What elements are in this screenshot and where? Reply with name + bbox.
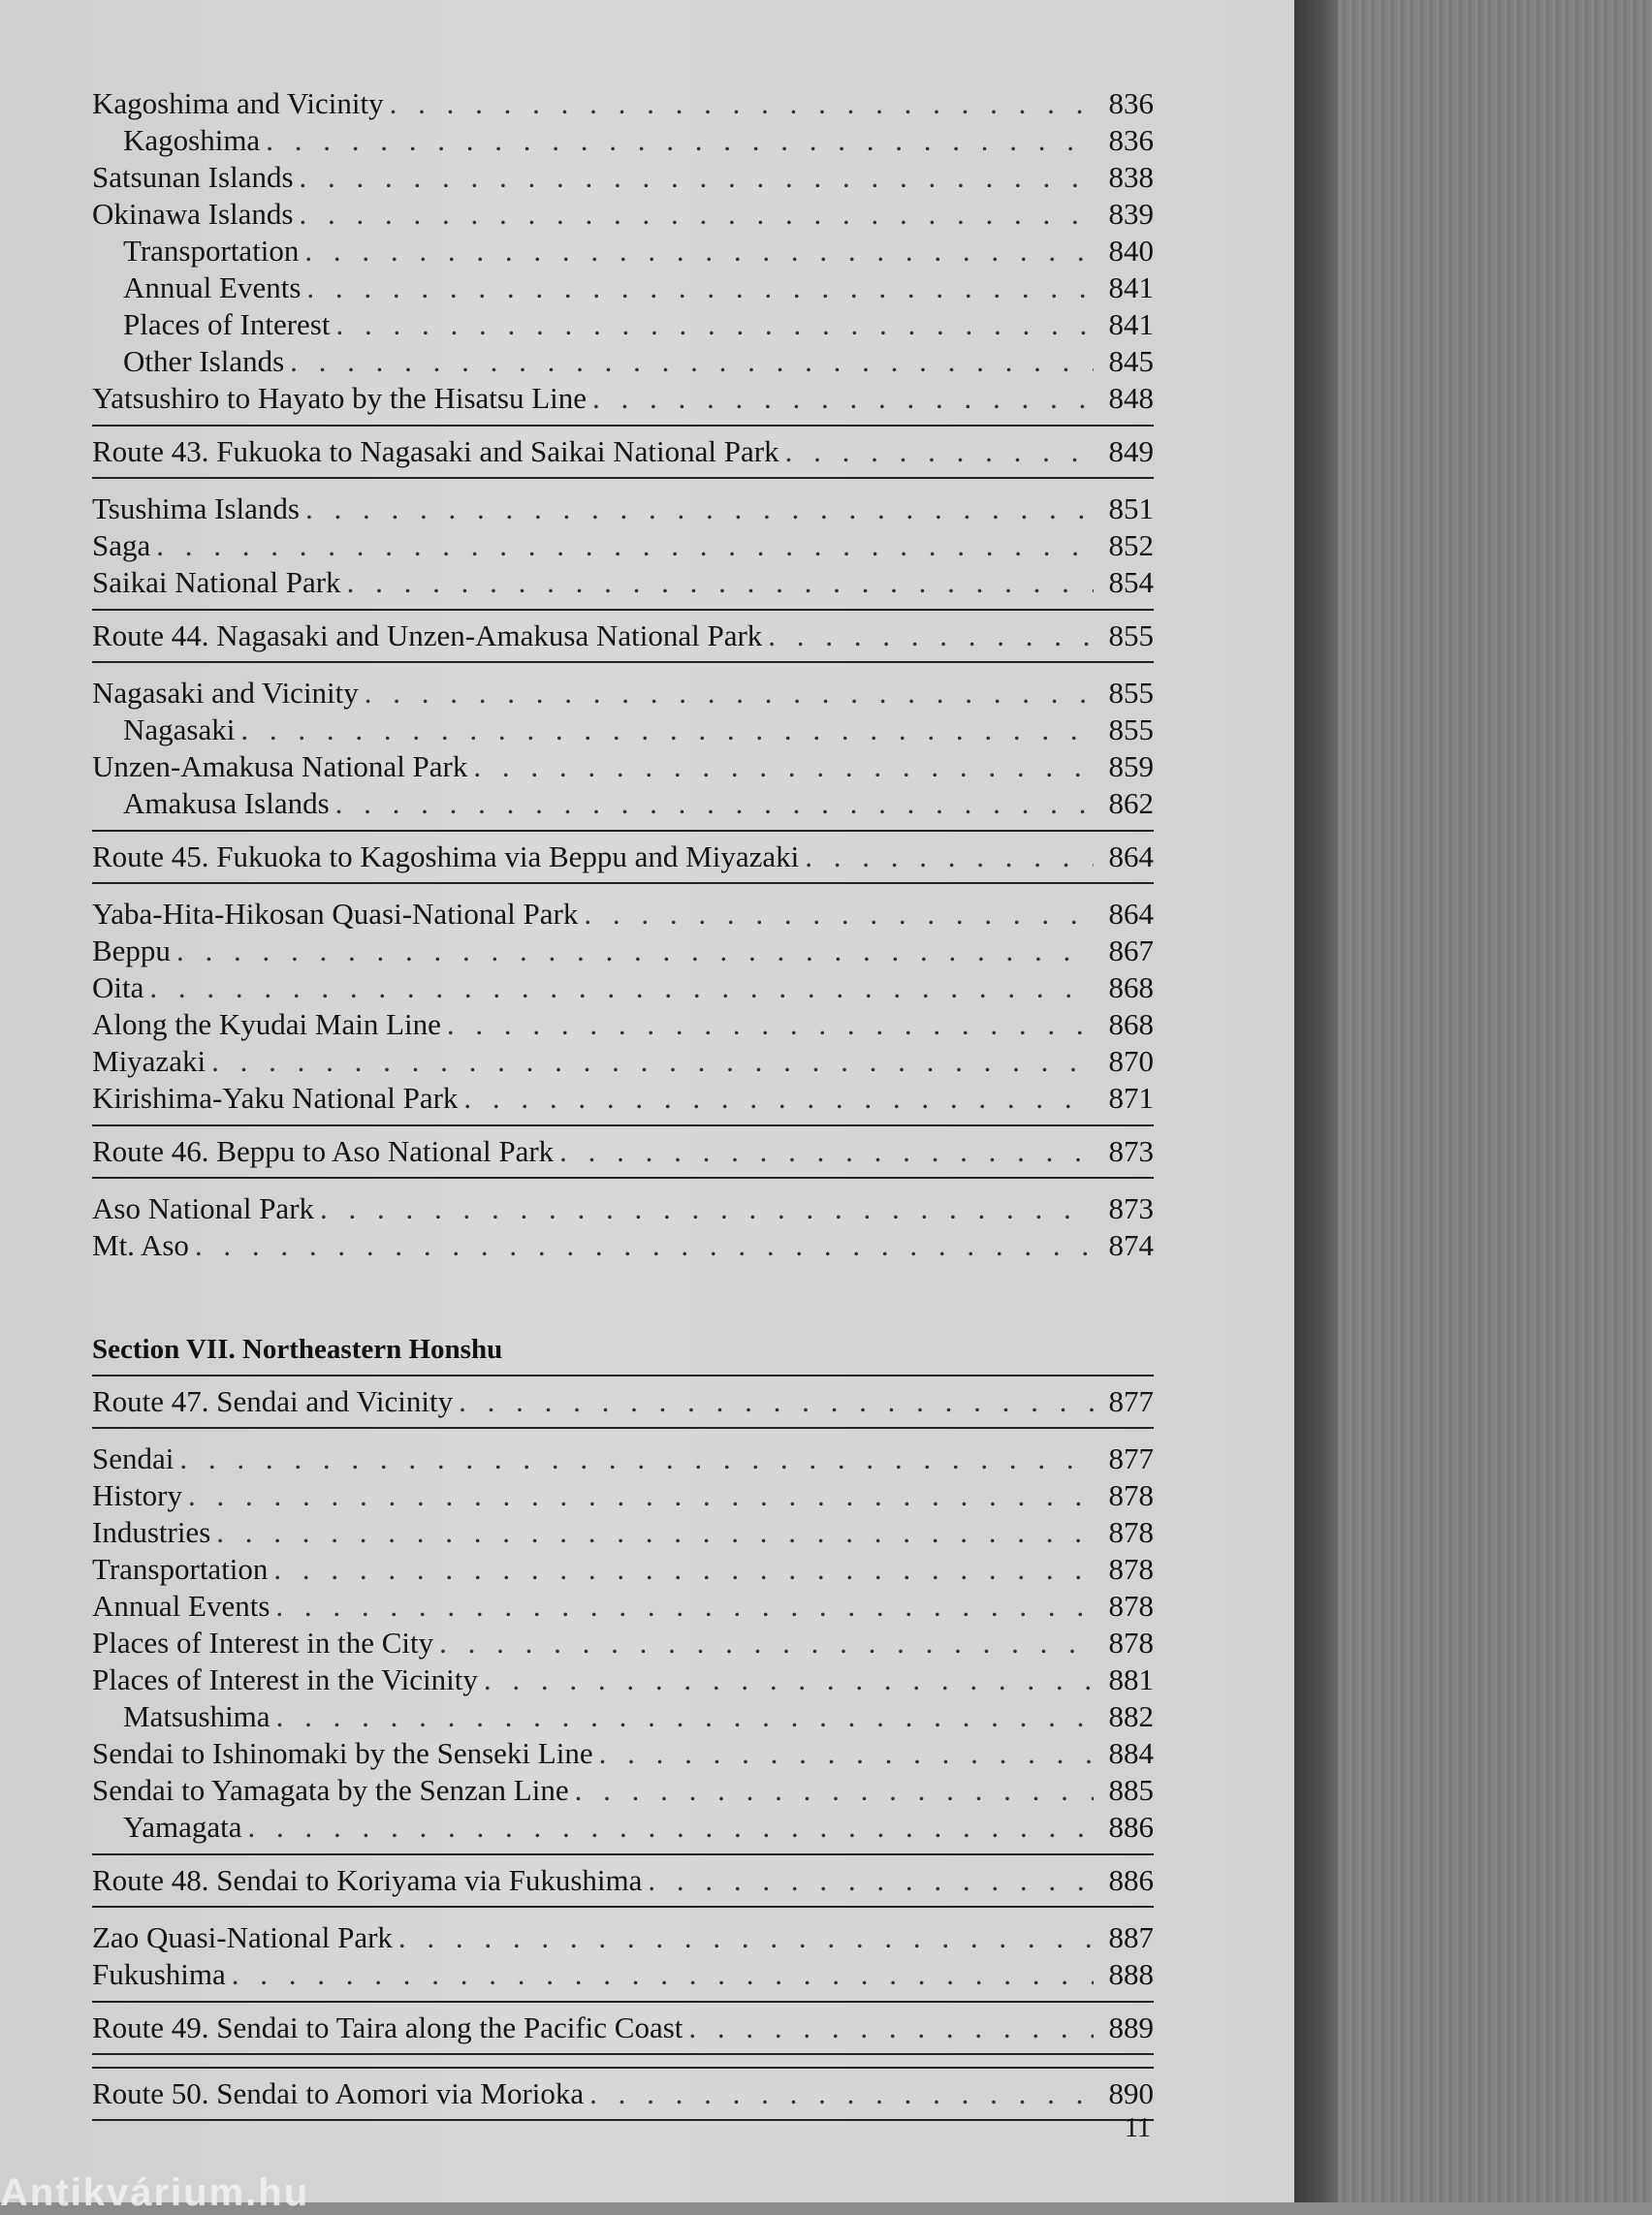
route-heading-50 bbox=[92, 2067, 1154, 2121]
toc-entry bbox=[92, 1477, 1154, 1514]
dot-leader bbox=[648, 1855, 1094, 1906]
route-heading-47 bbox=[92, 1375, 1154, 1429]
entry-title: Satsunan Islands bbox=[92, 160, 294, 194]
entry-page: 848 bbox=[1108, 381, 1154, 415]
entry-title: Saikai National Park bbox=[92, 565, 341, 599]
entry-title: Nagasaki bbox=[123, 712, 236, 746]
toc-entry bbox=[92, 1043, 1154, 1080]
dot-leader bbox=[179, 1440, 1094, 1477]
toc-entry bbox=[92, 85, 1154, 122]
entry-title: Tsushima Islands bbox=[92, 491, 300, 525]
dot-leader bbox=[484, 1661, 1094, 1698]
route-title: Route 47. Sendai and Vicinity bbox=[92, 1384, 454, 1418]
entry-page: 886 bbox=[1108, 1810, 1154, 1844]
dot-leader bbox=[299, 196, 1094, 233]
entry-title: Transportation bbox=[123, 234, 300, 268]
toc-block-6 bbox=[92, 1440, 1154, 1846]
entry-page: 878 bbox=[1108, 1478, 1154, 1512]
route-page: 864 bbox=[1108, 839, 1154, 873]
entry-title: Along the Kyudai Main Line bbox=[92, 1007, 441, 1041]
entry-title: Amakusa Islands bbox=[123, 786, 330, 820]
toc-entry bbox=[92, 1190, 1154, 1227]
entry-title: Sendai bbox=[92, 1441, 175, 1475]
entry-title: Other Islands bbox=[123, 344, 285, 378]
table-of-contents bbox=[92, 85, 1154, 2133]
route-page: 890 bbox=[1108, 2076, 1154, 2110]
dot-leader bbox=[398, 1919, 1094, 1956]
dot-leader bbox=[276, 1698, 1094, 1735]
route-heading-44 bbox=[92, 609, 1154, 663]
route-heading-46 bbox=[92, 1124, 1154, 1179]
entry-title: Okinawa Islands bbox=[92, 197, 294, 231]
toc-entry bbox=[92, 1809, 1154, 1846]
dot-leader bbox=[149, 969, 1094, 1006]
entry-title: Kagoshima bbox=[123, 123, 261, 157]
entry-page: 859 bbox=[1108, 749, 1154, 783]
entry-title: History bbox=[92, 1478, 182, 1512]
entry-page: 878 bbox=[1108, 1589, 1154, 1623]
toc-entry bbox=[92, 122, 1154, 159]
entry-title: Nagasaki and Vicinity bbox=[92, 676, 359, 710]
entry-page: 855 bbox=[1108, 676, 1154, 710]
dot-leader bbox=[335, 306, 1094, 343]
toc-block-5 bbox=[92, 1190, 1154, 1264]
dot-leader bbox=[320, 1190, 1094, 1227]
toc-block-7 bbox=[92, 1919, 1154, 1993]
entry-page: 841 bbox=[1108, 270, 1154, 304]
entry-title: Unzen-Amakusa National Park bbox=[92, 749, 468, 783]
route-title: Route 50. Sendai to Aomori via Morioka bbox=[92, 2076, 585, 2110]
toc-entry bbox=[92, 1588, 1154, 1625]
dot-leader bbox=[768, 611, 1094, 661]
entry-title: Yaba-Hita-Hikosan Quasi-National Park bbox=[92, 897, 579, 931]
entry-page: 878 bbox=[1108, 1626, 1154, 1660]
dot-leader bbox=[347, 564, 1094, 601]
entry-title: Industries bbox=[92, 1515, 211, 1549]
entry-page: 871 bbox=[1108, 1081, 1154, 1115]
entry-title: Fukushima bbox=[92, 1957, 226, 1991]
dot-leader bbox=[305, 490, 1094, 527]
toc-entry bbox=[92, 159, 1154, 196]
toc-block-3 bbox=[92, 675, 1154, 822]
toc-entry bbox=[92, 1919, 1154, 1956]
watermark: Antikvárium.hu bbox=[0, 2171, 310, 2214]
dot-leader bbox=[232, 1956, 1094, 1993]
toc-entry bbox=[92, 1772, 1154, 1809]
entry-page: 836 bbox=[1108, 86, 1154, 120]
entry-title: Mt. Aso bbox=[92, 1228, 189, 1262]
entry-page: 884 bbox=[1108, 1736, 1154, 1770]
entry-title: Places of Interest in the City bbox=[92, 1626, 434, 1660]
entry-title: Yamagata bbox=[123, 1810, 242, 1844]
entry-page: 881 bbox=[1108, 1662, 1154, 1696]
toc-entry bbox=[92, 1514, 1154, 1551]
toc-entry bbox=[92, 1698, 1154, 1735]
dot-leader bbox=[266, 122, 1094, 159]
toc-entry bbox=[92, 1735, 1154, 1772]
entry-page: 870 bbox=[1108, 1044, 1154, 1078]
dot-leader bbox=[390, 85, 1094, 122]
dot-leader bbox=[463, 1080, 1094, 1117]
dot-leader bbox=[300, 159, 1094, 196]
entry-page: 874 bbox=[1108, 1228, 1154, 1262]
entry-page: 882 bbox=[1108, 1699, 1154, 1733]
entry-title: Yatsushiro to Hayato by the Hisatsu Line bbox=[92, 381, 588, 415]
entry-page: 851 bbox=[1108, 491, 1154, 525]
dot-leader bbox=[785, 427, 1094, 477]
entry-title: Kagoshima and Vicinity bbox=[92, 86, 384, 120]
dot-leader bbox=[599, 1735, 1094, 1772]
entry-page: 888 bbox=[1108, 1957, 1154, 1991]
toc-entry bbox=[92, 380, 1154, 417]
entry-page: 855 bbox=[1108, 712, 1154, 746]
entry-page: 852 bbox=[1108, 528, 1154, 562]
toc-entry bbox=[92, 269, 1154, 306]
entry-page: 840 bbox=[1108, 234, 1154, 268]
entry-title: Miyazaki bbox=[92, 1044, 206, 1078]
dot-leader bbox=[589, 2069, 1094, 2119]
dot-leader bbox=[365, 675, 1094, 712]
route-title: Route 49. Sendai to Taira along the Pacific Coast bbox=[92, 2010, 683, 2044]
dot-leader bbox=[335, 785, 1094, 822]
entry-title: Saga bbox=[92, 528, 151, 562]
toc-entry bbox=[92, 564, 1154, 601]
toc-block-4 bbox=[92, 896, 1154, 1117]
entry-page: 878 bbox=[1108, 1552, 1154, 1586]
dot-leader bbox=[248, 1809, 1094, 1846]
entry-page: 867 bbox=[1108, 933, 1154, 967]
entry-title: Aso National Park bbox=[92, 1191, 315, 1225]
toc-entry bbox=[92, 1625, 1154, 1661]
dot-leader bbox=[290, 343, 1094, 380]
entry-title: Places of Interest bbox=[123, 307, 331, 341]
route-page: 873 bbox=[1108, 1134, 1154, 1168]
dot-leader bbox=[176, 933, 1094, 969]
entry-page: 864 bbox=[1108, 897, 1154, 931]
route-heading-43 bbox=[92, 425, 1154, 479]
entry-title: Transportation bbox=[92, 1552, 269, 1586]
page-number: 11 bbox=[1125, 2113, 1151, 2143]
route-title: Route 43. Fukuoka to Nagasaki and Saikai National Park bbox=[92, 434, 779, 468]
dot-leader bbox=[447, 1006, 1094, 1043]
toc-entry bbox=[92, 748, 1154, 785]
route-page: 889 bbox=[1108, 2010, 1154, 2044]
entry-page: 878 bbox=[1108, 1515, 1154, 1549]
dot-leader bbox=[275, 1588, 1094, 1625]
entry-page: 838 bbox=[1108, 160, 1154, 194]
toc-entry bbox=[92, 1661, 1154, 1698]
route-title: Route 46. Beppu to Aso National Park bbox=[92, 1134, 555, 1168]
toc-entry bbox=[92, 675, 1154, 712]
dot-leader bbox=[216, 1514, 1094, 1551]
toc-block-2 bbox=[92, 490, 1154, 601]
route-title: Route 44. Nagasaki and Unzen-Amakusa National Park bbox=[92, 618, 763, 652]
toc-entry bbox=[92, 896, 1154, 933]
dot-leader bbox=[240, 712, 1094, 748]
entry-page: 885 bbox=[1108, 1773, 1154, 1807]
dot-leader bbox=[304, 233, 1094, 269]
entry-page: 854 bbox=[1108, 565, 1154, 599]
entry-page: 862 bbox=[1108, 786, 1154, 820]
entry-page: 839 bbox=[1108, 197, 1154, 231]
dot-leader bbox=[559, 1126, 1094, 1177]
entry-title: Annual Events bbox=[92, 1589, 270, 1623]
toc-entry bbox=[92, 1080, 1154, 1117]
dot-leader bbox=[188, 1477, 1094, 1514]
route-page: 877 bbox=[1108, 1384, 1154, 1418]
dot-leader bbox=[195, 1227, 1094, 1264]
toc-entry bbox=[92, 306, 1154, 343]
toc-block-1 bbox=[92, 85, 1154, 417]
route-page: 849 bbox=[1108, 434, 1154, 468]
toc-entry bbox=[92, 969, 1154, 1006]
dot-leader bbox=[211, 1043, 1094, 1080]
route-heading-49 bbox=[92, 2001, 1154, 2055]
toc-entry bbox=[92, 527, 1154, 564]
dot-leader bbox=[459, 1376, 1094, 1427]
entry-title: Places of Interest in the Vicinity bbox=[92, 1662, 478, 1696]
entry-page: 877 bbox=[1108, 1441, 1154, 1475]
entry-page: 868 bbox=[1108, 970, 1154, 1004]
route-heading-45 bbox=[92, 830, 1154, 884]
section-heading: Section VII. Northeastern Honshu bbox=[92, 1334, 503, 1365]
route-title: Route 48. Sendai to Koriyama via Fukushima bbox=[92, 1863, 643, 1897]
entry-title: Sendai to Yamagata by the Senzan Line bbox=[92, 1773, 569, 1807]
toc-entry bbox=[92, 490, 1154, 527]
background-surface bbox=[1338, 0, 1652, 2202]
entry-title: Annual Events bbox=[123, 270, 302, 304]
entry-page: 841 bbox=[1108, 307, 1154, 341]
route-page: 886 bbox=[1108, 1863, 1154, 1897]
entry-title: Sendai to Ishinomaki by the Senseki Line bbox=[92, 1736, 593, 1770]
toc-entry bbox=[92, 712, 1154, 748]
toc-entry bbox=[92, 1440, 1154, 1477]
dot-leader bbox=[592, 380, 1094, 417]
dot-leader bbox=[273, 1551, 1094, 1588]
entry-title: Oita bbox=[92, 970, 144, 1004]
toc-entry bbox=[92, 1227, 1154, 1264]
entry-page: 887 bbox=[1108, 1920, 1154, 1954]
entry-title: Kirishima-Yaku National Park bbox=[92, 1081, 459, 1115]
toc-entry bbox=[92, 933, 1154, 969]
dot-leader bbox=[439, 1625, 1094, 1661]
dot-leader bbox=[688, 2003, 1094, 2053]
entry-page: 873 bbox=[1108, 1191, 1154, 1225]
dot-leader bbox=[306, 269, 1094, 306]
entry-title: Zao Quasi-National Park bbox=[92, 1920, 393, 1954]
toc-entry bbox=[92, 196, 1154, 233]
dot-leader bbox=[473, 748, 1094, 785]
toc-entry bbox=[92, 1551, 1154, 1588]
dot-leader bbox=[156, 527, 1094, 564]
toc-entry bbox=[92, 785, 1154, 822]
toc-entry bbox=[92, 1956, 1154, 1993]
entry-page: 836 bbox=[1108, 123, 1154, 157]
dot-leader bbox=[575, 1772, 1094, 1809]
dot-leader bbox=[805, 832, 1094, 882]
entry-title: Matsushima bbox=[123, 1699, 270, 1733]
entry-title: Beppu bbox=[92, 933, 171, 967]
route-heading-48 bbox=[92, 1853, 1154, 1908]
entry-page: 868 bbox=[1108, 1007, 1154, 1041]
page-edge-shadow bbox=[1294, 0, 1338, 2202]
route-title: Route 45. Fukuoka to Kagoshima via Beppu and Miyazaki bbox=[92, 839, 800, 873]
toc-entry bbox=[92, 233, 1154, 269]
entry-page: 845 bbox=[1108, 344, 1154, 378]
dot-leader bbox=[584, 896, 1094, 933]
toc-entry bbox=[92, 343, 1154, 380]
route-page: 855 bbox=[1108, 618, 1154, 652]
toc-entry bbox=[92, 1006, 1154, 1043]
